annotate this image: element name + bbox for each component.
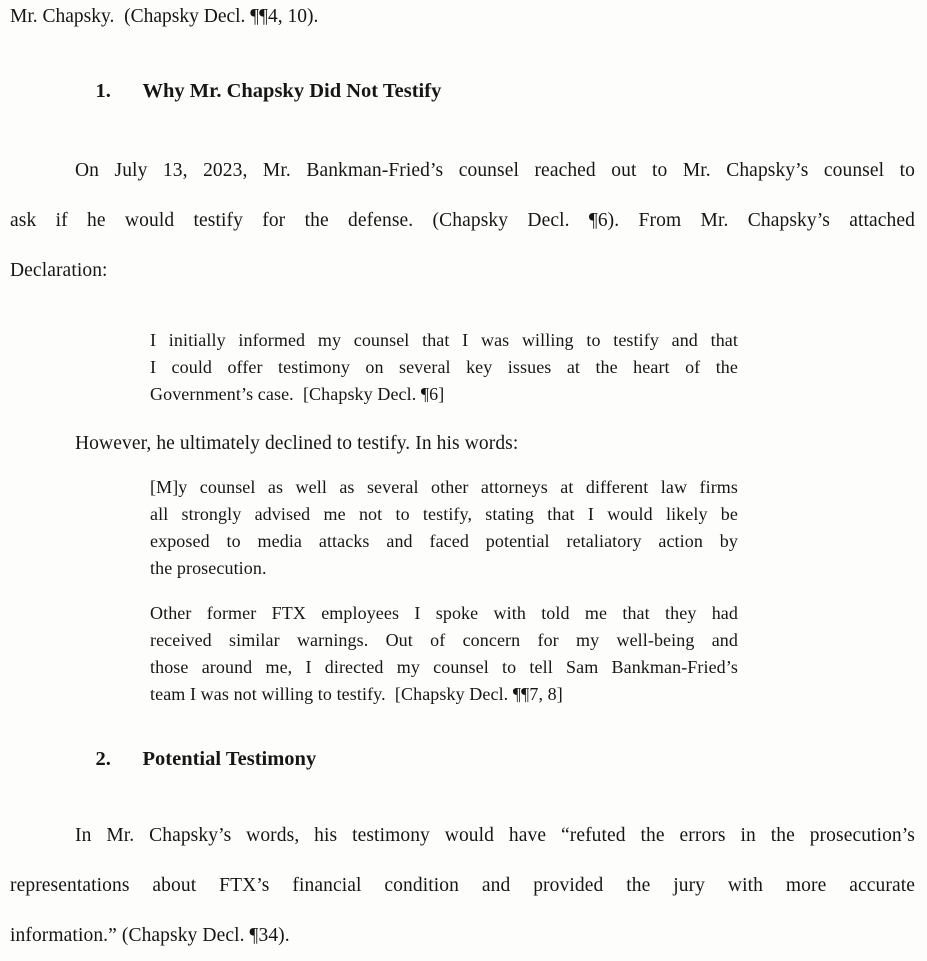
quote-line: [M]y counsel as well as several other attorneys at different law firms bbox=[150, 477, 738, 497]
heading-title: Why Mr. Chapsky Did Not Testify bbox=[142, 80, 442, 102]
quote-line: exposed to media attacks and faced potential retaliatory action by bbox=[150, 531, 738, 551]
quote-line: the prosecution. bbox=[150, 558, 267, 578]
quote-line: received similar warnings. Out of concern for my well-being and bbox=[150, 630, 738, 650]
block-quote-3 bbox=[150, 600, 738, 708]
block-quote-2 bbox=[150, 474, 738, 582]
body-line: In Mr. Chapsky’s words, his testimony would have “refuted the errors in the prosecution’s bbox=[75, 825, 915, 846]
body-line: representations about FTX’s financial condition and provided the jury with more accurate bbox=[10, 875, 915, 896]
heading-number: 2. bbox=[95, 748, 111, 770]
section-heading-1 bbox=[10, 51, 915, 132]
quote-line: Government’s case. [Chapsky Decl. ¶6] bbox=[150, 384, 445, 404]
quote-line: Other former FTX employees I spoke with told me that they had bbox=[150, 603, 738, 623]
body-paragraph-3 bbox=[10, 811, 915, 961]
body-paragraph-2 bbox=[10, 419, 915, 469]
body-line: On July 13, 2023, Mr. Bankman-Fried’s counsel reached out to Mr. Chapsky’s counsel to bbox=[75, 160, 915, 181]
body-line: However, he ultimately declined to testify. In his words: bbox=[75, 433, 519, 454]
quote-line: team I was not willing to testify. [Chapsky Decl. ¶¶7, 8] bbox=[150, 684, 563, 704]
heading-number: 1. bbox=[95, 80, 111, 102]
quote-line: those around me, I directed my counsel to tell Sam Bankman-Fried’s bbox=[150, 657, 738, 677]
block-quote-1 bbox=[150, 327, 738, 408]
body-paragraph-1 bbox=[10, 146, 915, 296]
section-heading-2 bbox=[10, 719, 915, 800]
heading-title: Potential Testimony bbox=[142, 748, 317, 770]
quote-line: I could offer testimony on several key issues at the heart of the bbox=[150, 357, 738, 377]
body-line: ask if he would testify for the defense. (Chapsky Decl. ¶6). From Mr. Chapsky’s attached bbox=[10, 210, 915, 231]
quote-line: all strongly advised me not to testify, stating that I would likely be bbox=[150, 504, 738, 524]
body-line: Declaration: bbox=[10, 260, 108, 281]
body-line: information.” (Chapsky Decl. ¶34). bbox=[10, 925, 290, 946]
intro-line: Mr. Chapsky. (Chapsky Decl. ¶¶4, 10). bbox=[10, 6, 319, 27]
quote-line: I initially informed my counsel that I was willing to testify and that bbox=[150, 330, 738, 350]
